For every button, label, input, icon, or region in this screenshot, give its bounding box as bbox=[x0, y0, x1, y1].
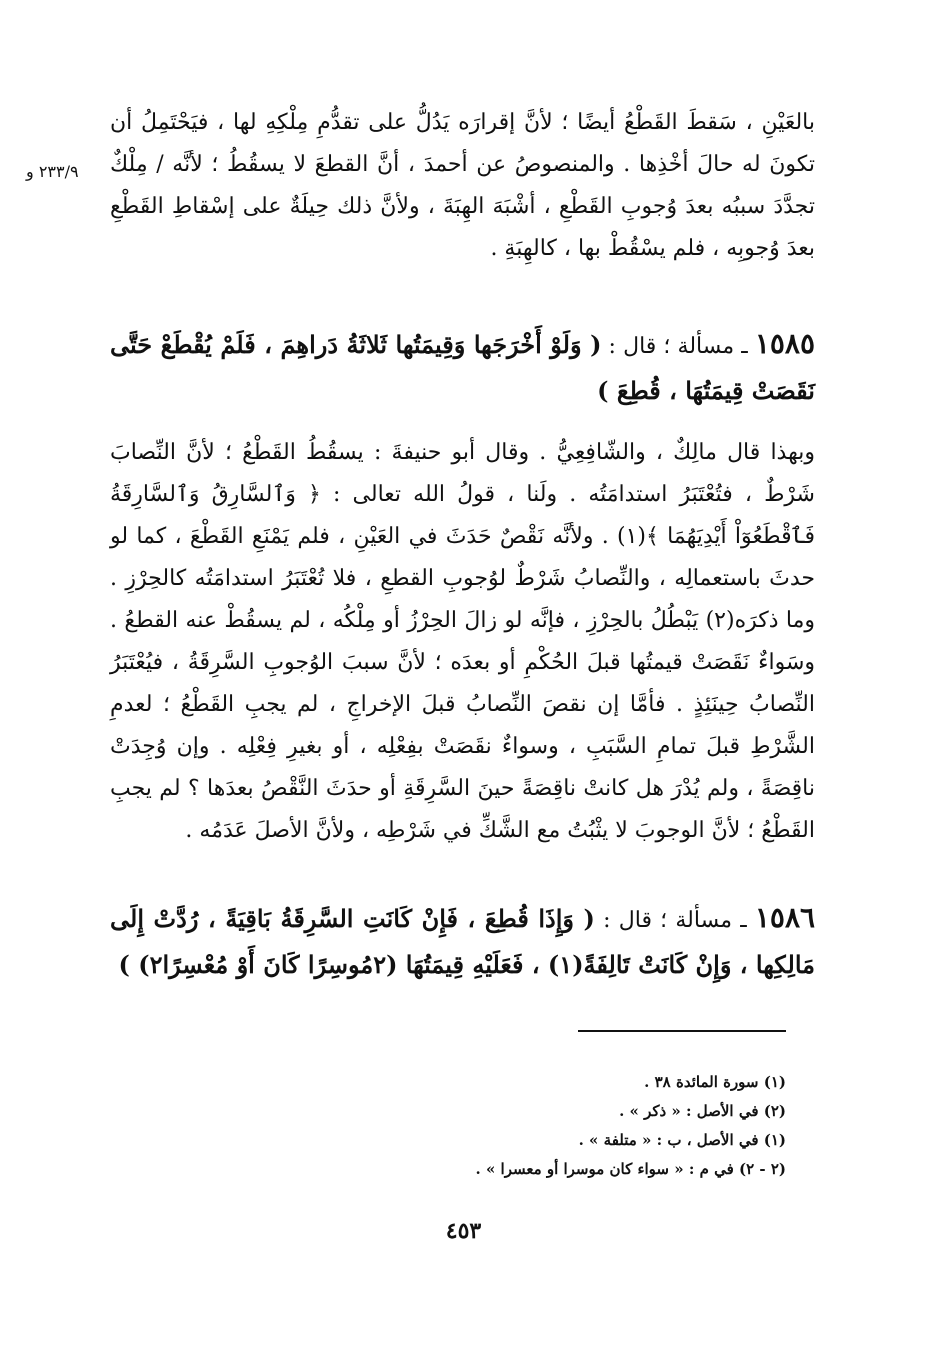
page-number: ٤٥٣ bbox=[445, 1218, 482, 1244]
paragraph-1: بالعَيْنِ ، سَقطَ القَطْعُ أيضًا ؛ لأنَّ إقرارَه يَدُلُّ على تقدُّمِ مِلْكِهِ لها ، فيَحْتَمِلُ أن تكونَ له حالَ أخْذِها . والمنصوصُ عن أحمدَ ، أنَّ القطعَ لا يسقُطُ ؛ لأنَّه / مِلْكٌ تجدَّدَ سببُه بعدَ وُجوبِ القَطْعِ ، أشْبَهَ الهِبَةَ ، ولأنَّ ذلك حِيلَةٌ على إسْقاطِ القَطْعِ بعدَ وُجوبِه ، فلم يسْقُطْ بها ، كالهِبَةِ . bbox=[110, 110, 815, 261]
footnote-separator bbox=[578, 1030, 786, 1032]
issue-1585-heading bbox=[110, 322, 815, 413]
footnote: (٢ - ٢) في م : « سواء كان موسرا أو معسرا » . bbox=[475, 1160, 786, 1178]
issue-lead: ـ مسألة ؛ قال : bbox=[601, 334, 755, 359]
issue-text: ( وَلَوْ أَخْرَجَها وَقِيمَتُها ثَلاثَةُ دَراهِمَ ، فَلَمْ يُقْطَعْ حَتَّى نَقَصَتْ قِيمَتُهَا ، قُطِعَ ) bbox=[110, 330, 815, 405]
issue-text: ( وَإِذَا قُطِعَ ، فَإِنْ كَانَتِ السَّرِقَةُ بَاقِيَةً ، رُدَّتْ إِلَى مَالِكِها ، وَإِنْ كَانَتْ تَالِفَةً(١) ، فَعَلَيْهِ قِيمَتُهَا (٢مُوسِرًا كَانَ أَوْ مُعْسِرًا٢) ) bbox=[110, 904, 815, 979]
footnotes bbox=[360, 1068, 786, 1184]
issue-1586-heading bbox=[110, 896, 815, 987]
issue-number: ١٥٨٦ bbox=[754, 901, 816, 934]
footnote: (١) سورة المائدة ٣٨ . bbox=[644, 1073, 786, 1091]
footnote: (٢) في الأصل : « ذكر » . bbox=[619, 1102, 786, 1120]
margin-folio-note: ٢٣٣/٩ و bbox=[26, 162, 79, 181]
issue-number: ١٥٨٥ bbox=[754, 327, 815, 360]
footnote: (١) في الأصل ، ب : « متلفة » . bbox=[578, 1131, 786, 1149]
paragraph-2: وبهذا قال مالِكٌ ، والشّافِعِيُّ . وقال أبو حنيفةَ : يسقُطُ القَطْعُ ؛ لأنَّ النِّصابَ شَرْطٌ ، فتُعْتَبَرُ استدامَتُه . ولَنا ، قولُ الله تعالى : ﴿ وَٱلسَّارِقُ وَٱلسَّارِقَةُ فَٱقْطَعُوٓاْ أَيْدِيَهُمَا ﴾(١) . ولأنَّه نَقْصٌ حَدَثَ في العَيْنِ ، فلم يَمْنَعِ القَطْعَ ، كما لو حدثَ باستعمالِه ، والنِّصابُ شَرْطٌ لوُجوبِ القطعِ ، فلا تُعْتَبَرُ استدامَتُه كالحِرْزِ . وما ذكرَه(٢) يَبْطُلُ بالحِرْزِ ، فإنَّه لو زالَ الحِرْزُ أو مِلْكُه ، لم يسقُطْ عنه القطعُ . وسَواءٌ نَقَصَتْ قيمتُها قبلَ الحُكْمِ أو بعدَه ؛ لأنَّ سببَ الوُجوبِ السَّرِقَةُ ، فيُعْتَبَرُ النِّصابُ حِينَئِذٍ . فأمَّا إن نقصَ النِّصابُ قبلَ الإخراجِ ، لم يجبِ القَطْعُ ؛ لعدمِ الشَّرْطِ قبلَ تمامِ السَّبَبِ ، وسواءٌ نقَصَتْ بفِعْلِه ، أو بغيرِ فِعْلِه . وإن وُجِدَتْ ناقِصَةً ، ولم يُدْرَ هل كانتْ ناقِصَةً حينَ السَّرِقَةِ أو حدَثَ النَّقْصُ بعدَها ؟ لم يجبِ القَطْعُ ؛ لأنَّ الوجوبَ لا يثْبُتُ مع الشَّكِّ في شَرْطِه ، ولأنَّ الأصلَ عَدَمُه . bbox=[110, 440, 815, 843]
issue-lead: ـ مسألة ؛ قال : bbox=[594, 908, 755, 933]
